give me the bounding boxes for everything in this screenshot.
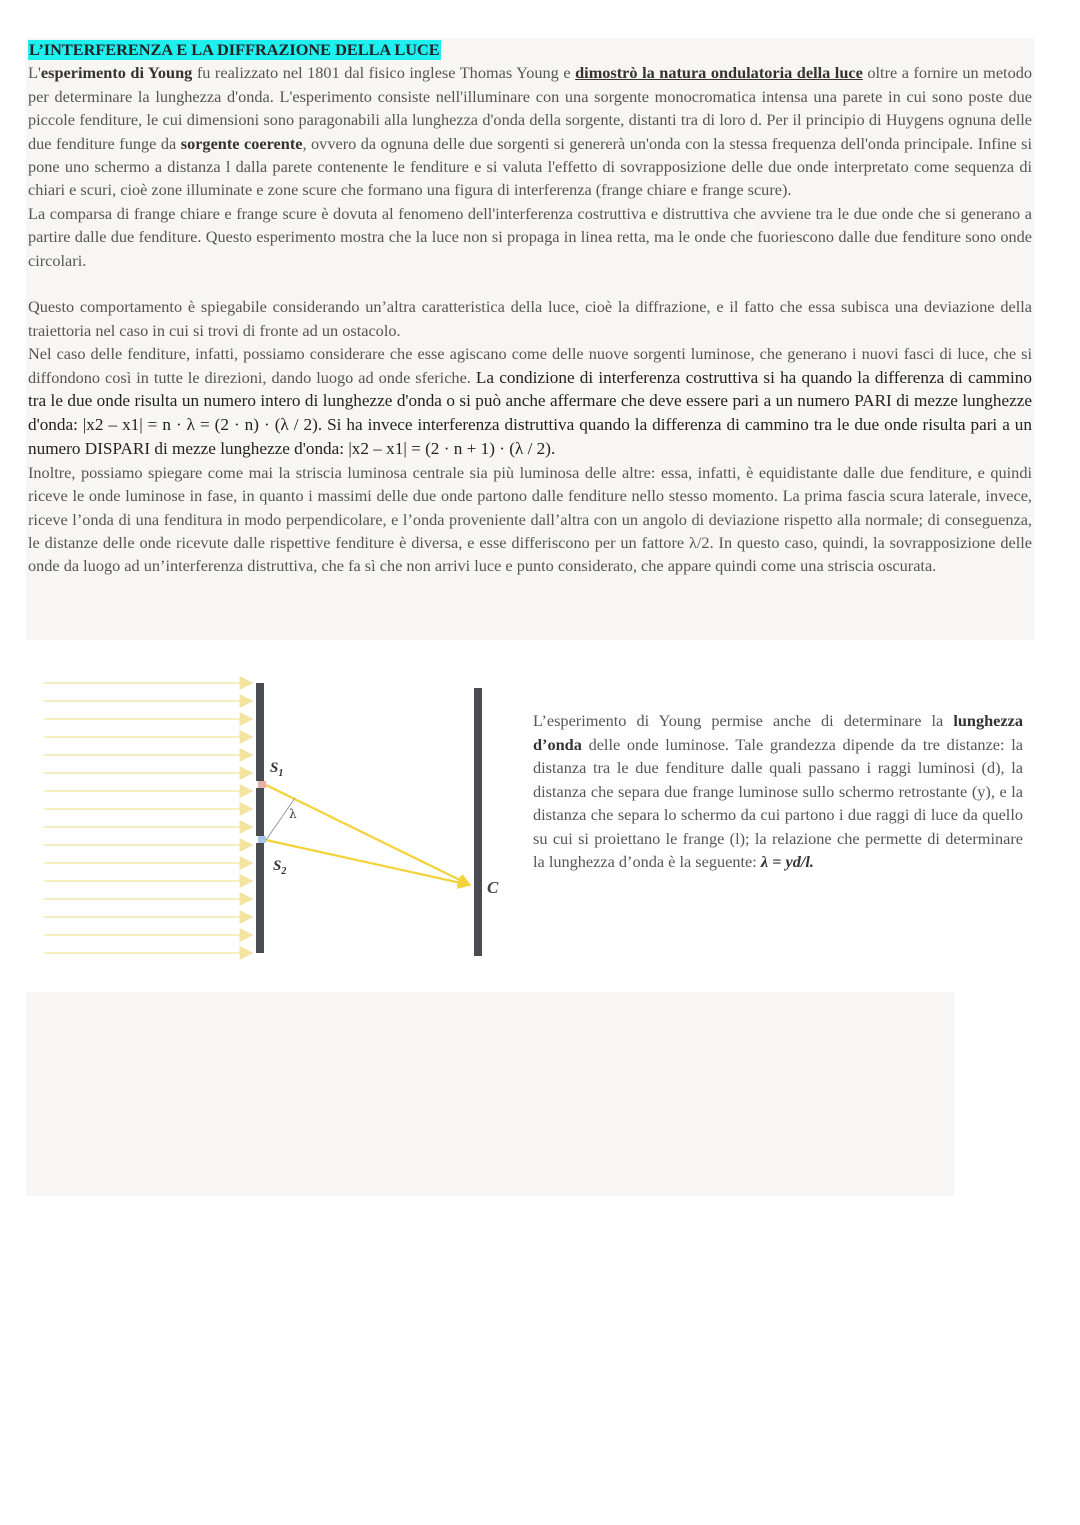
paragraph-gap <box>28 272 1032 295</box>
paragraph-young-experiment <box>28 61 1032 201</box>
paragraph-fringes: La comparsa di frange chiare e frange scure è dovuta al fenomeno dell'interferenza costruttiva e distruttiva che avviene tra le due onde che si generano a partire dalle due fenditure. Questo esperimento mostra che la luce non si propaga in linea retta, ma le onde che fuoriescono dalle due fenditure sono onde circolari. <box>28 203 1032 270</box>
paragraph-diffraction: Questo comportamento è spiegabile considerando un’altra caratteristica della luce, cioè la diffrazione, e il fatto che essa subisca una deviazione della traiettoria nel caso in cui si trovi di fronte ad un ostacolo. <box>28 297 1032 340</box>
bold-text-lunghezza: lunghezza d’onda <box>533 711 1023 754</box>
incoming-light-arrows <box>44 683 252 953</box>
bold-text-esperimento: esperimento di Young <box>40 63 193 83</box>
main-text <box>28 38 1032 578</box>
slit-wall <box>256 683 264 953</box>
empty-panel <box>26 992 954 1196</box>
slit-1-marker <box>258 781 266 788</box>
paragraph-central-fringe: Inoltre, possiamo spiegare come mai la striscia luminosa centrale sia più luminosa delle altre: essa, infatti, è equidistante dalle due fenditure, e quindi riceve le onde luminose in fase, in quanto i massimi delle due onde partono dalle fenditure nello stesso momento. La prima fascia scura laterale, invece, riceve l’onda di una fenditura in modo perpendicolare, e l’onda proveniente dall’altra con un angolo di deviazione rispetto alla normale; di conseguenza, le distanze delle onde ricevute dalle rispettive fenditure è diversa, e esse differiscono per un fattore λ/2. In questo caso, quindi, la sovrapposizione delle onde da luogo ad un’interferenza distruttiva, che fa sì che non arrivi luce e punto considerato, che appare quindi come una striscia oscurata. <box>28 462 1032 576</box>
bold-underlined-text: dimostrò la natura ondulatoria della luce <box>575 63 863 83</box>
text-run: L’esperimento di Young permise anche di determinare la <box>533 711 954 730</box>
double-slit-diagram <box>0 660 520 970</box>
bold-text-sorgente: sorgente coerente <box>180 133 303 153</box>
wavelength-formula: λ = yd/l. <box>760 852 814 871</box>
text-run: Nel caso delle fenditure, infatti, possiamo considerare che esse agiscano come delle nuove sorgenti luminose, che generano i nuovi fasci di luce, che si diffondono così in tutte le direzioni, dando luogo ad onde sferiche. <box>28 344 1032 387</box>
label-s2: $S_2$ <box>273 858 287 877</box>
text-run: oltre a fornire un metodo per determinare la lunghezza d'onda. L'esperimento consiste nell'illuminare con una sorgente monocromatica intensa una parete in cui sono poste due piccole fenditure, le cui dimensioni sono paragonabili alla lunghezza d'onda della sorgente, distanti tra di loro d. Per il principio di Huygens ognuna delle due fenditure funge da <box>28 63 1033 153</box>
light-rays <box>266 785 470 885</box>
text-run: L' <box>28 63 41 83</box>
label-c: C <box>487 878 499 897</box>
wavelength-explanation <box>533 709 1023 874</box>
viewing-screen <box>474 688 482 956</box>
label-lambda: λ <box>289 807 297 821</box>
interference-condition-text: La condizione di interferenza costruttiva si ha quando la differenza di cammino tra le due onde risulta un numero intero di lunghezze d'onda o si può anche affermare che deve essere pari a un numero PARI di mezze lunghezze d'onda: |x2 – x1| = n · λ = (2 · n) · (λ / 2). Si ha invece interferenza distruttiva quando la differenza di cammino tra le due onde risulta pari a un numero DISPARI di mezze lunghezze d'onda: |x2 – x1| = (2 · n + 1) · (λ / 2). <box>28 367 1032 459</box>
text-run: fu realizzato nel 1801 dal fisico inglese Thomas Young e <box>192 63 576 83</box>
text-run: , ovvero da ognuna delle due sorgenti si genererà un'onda con la stessa frequenza dell'onda principale. Infine si pone uno schermo a distanza l dalla parete contenente le fenditure e si valuta l'effetto di sovrapposizione delle due onde interpretato come sequenza di chiari e scuri, cioè zone illuminate e zone scure che formano una figura di interferenza (frange chiare e frange scure). <box>28 133 1032 200</box>
page-title: L’INTERFERENZA E LA DIFFRAZIONE DELLA LUCE <box>29 40 440 59</box>
paragraph-interference-condition <box>28 342 1032 461</box>
label-s1: $S_1$ <box>270 760 284 779</box>
slit-2-marker <box>258 836 266 843</box>
text-run: delle onde luminose. Tale grandezza dipende da tre distanze: la distanza tra le due fenditure dalle quali passano i raggi luminosi (d), la distanza che separa due frange luminose sullo schermo retrostante (y), e la distanza che separa lo schermo da cui partono i due raggi di luce da quello su cui si proiettano le frange (l); la relazione che permette di determinare la lunghezza d’onda è la seguente: <box>533 734 1023 871</box>
